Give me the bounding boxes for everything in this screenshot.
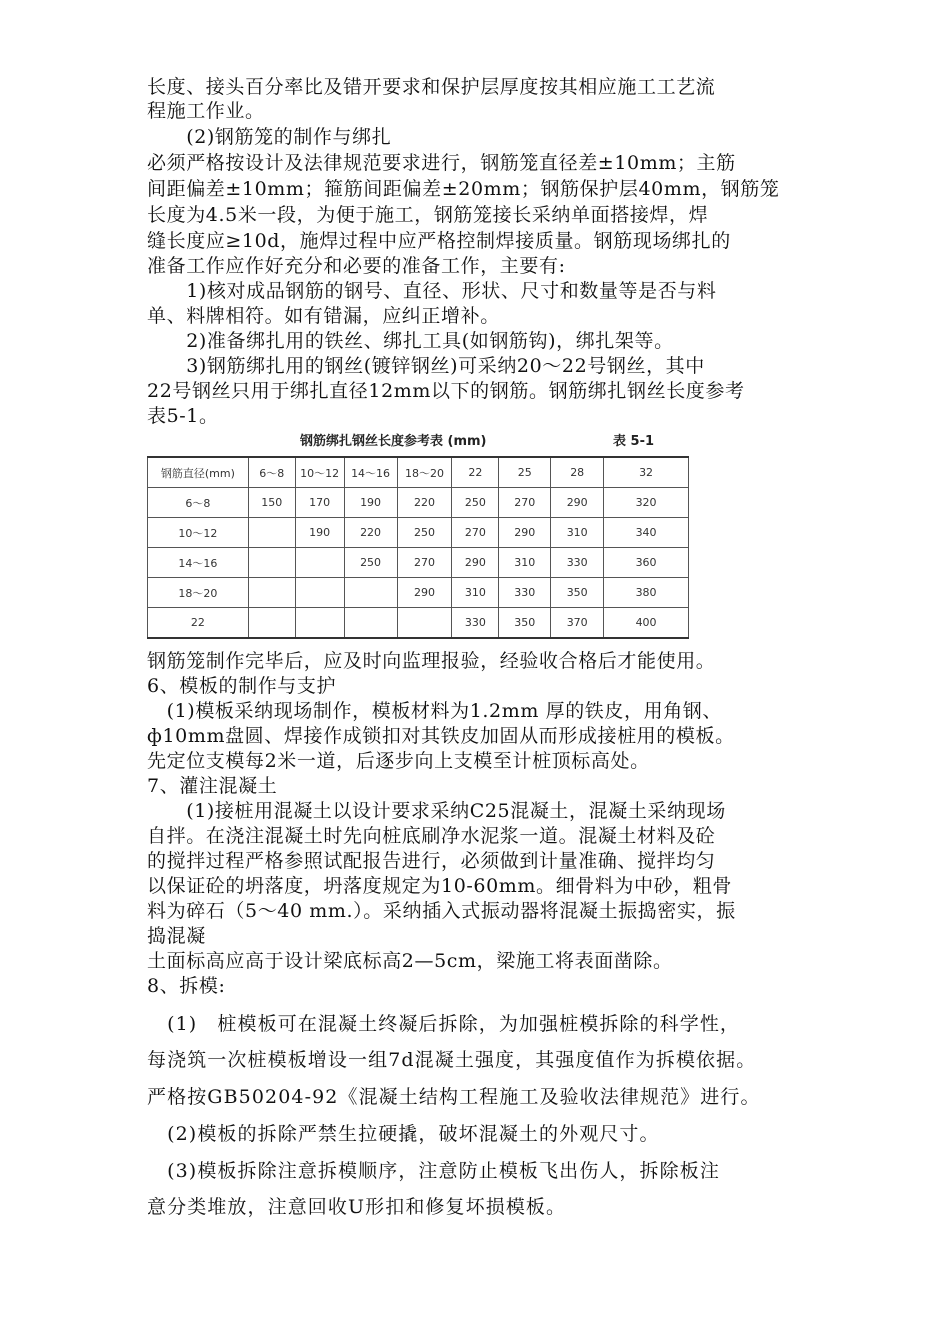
- text-line: 先定位支模每2米一道，后逐步向上支模至计桩顶标高处。: [147, 750, 650, 772]
- text-line: 土面标高应高于设计梁底标高2—5cm，梁施工将表面凿除。: [147, 950, 673, 972]
- text-line: (3)模板拆除注意拆模顺序，注意防止模板飞出伤人，拆除板注: [147, 1160, 720, 1182]
- text-line: 长度为4.5米一段，为便于施工，钢筋笼接长采纳单面搭接焊，焊: [147, 204, 709, 226]
- text-line: 22号钢丝只用于绑扎直径12mm以下的钢筋。钢筋绑扎钢丝长度参考: [147, 380, 745, 402]
- table-cell: 290: [551, 488, 604, 518]
- table-cell: [248, 548, 295, 578]
- section-heading: (2)钢筋笼的制作与绑扎: [147, 126, 392, 148]
- table-cell: [248, 608, 295, 639]
- table-cell: 190: [344, 488, 397, 518]
- table-cell: 190: [295, 518, 344, 548]
- text-line: 3)钢筋绑扎用的钢丝(镀锌钢丝)可采纳20～22号钢丝，其中: [147, 355, 705, 377]
- table-header-row: [148, 457, 689, 488]
- text-line: 自拌。在浇注混凝土时先向桩底刷净水泥浆一道。混凝土材料及砼: [147, 825, 716, 847]
- table-cell: 6～8: [148, 488, 249, 518]
- table-cell: 270: [499, 488, 551, 518]
- table-cell: 270: [452, 518, 499, 548]
- table-cell: 150: [248, 488, 295, 518]
- text-line: 1)核对成品钢筋的钢号、直径、形状、尺寸和数量等是否与料: [147, 280, 717, 302]
- text-line: 准备工作应作好充分和必要的准备工作，主要有:: [147, 255, 566, 277]
- table-row: [148, 518, 689, 548]
- text-line: 钢筋笼制作完毕后，应及时向监理报验，经验收合格后才能使用。: [147, 650, 716, 672]
- table-cell: [248, 518, 295, 548]
- text-line: 2)准备绑扎用的铁丝、绑扎工具(如钢筋钩)，绑扎架等。: [147, 330, 674, 352]
- table-cell: 350: [551, 578, 604, 608]
- table-cell: 220: [397, 488, 452, 518]
- table-cell: 330: [499, 578, 551, 608]
- table-cell: 290: [499, 518, 551, 548]
- text-line: 单、料牌相符。如有错漏，应纠正增补。: [147, 305, 500, 327]
- text-line: 以保证砼的坍落度，坍落度规定为10-60mm。细骨料为中砂，粗骨: [147, 875, 733, 897]
- table-cell: 290: [452, 548, 499, 578]
- table-cell: [248, 578, 295, 608]
- table-row: [148, 548, 689, 578]
- table-cell: 330: [452, 608, 499, 639]
- header-cell: 钢筋直径(mm): [148, 457, 249, 488]
- header-cell: 28: [551, 457, 604, 488]
- text-line: 必须严格按设计及法律规范要求进行，钢筋笼直径差±10mm；主筋: [147, 152, 736, 174]
- section-heading: 8、拆模:: [147, 975, 226, 997]
- text-line: 料为碎石（5～40 mm.）。采纳插入式振动器将混凝土振捣密实，振: [147, 900, 736, 922]
- wire-length-table: [147, 456, 689, 639]
- table-title: 钢筋绑扎钢丝长度参考表 (mm): [300, 434, 487, 449]
- text-line: 间距偏差±10mm；箍筋间距偏差±20mm；钢筋保护层40mm，钢筋笼: [147, 178, 780, 200]
- table-cell: [344, 578, 397, 608]
- table-cell: [295, 548, 344, 578]
- table-cell: 220: [344, 518, 397, 548]
- header-cell: 6～8: [248, 457, 295, 488]
- table-cell: [344, 608, 397, 639]
- table-cell: 400: [604, 608, 689, 639]
- table-cell: 310: [551, 518, 604, 548]
- text-line: (2)模板的拆除严禁生拉硬撬，破坏混凝土的外观尺寸。: [147, 1123, 660, 1145]
- header-cell: 18～20: [397, 457, 452, 488]
- table-row: [148, 488, 689, 518]
- table-cell: 250: [397, 518, 452, 548]
- text-line: (1)模板采纳现场制作，模板材料为1.2mm 厚的铁皮，用角钢、: [147, 700, 723, 722]
- text-line: 的搅拌过程严格参照试配报告进行，必须做到计量准确、搅拌均匀: [147, 850, 716, 872]
- text-line: 缝长度应≥10d，施焊过程中应严格控制焊接质量。钢筋现场绑扎的: [147, 230, 731, 252]
- table-cell: [295, 608, 344, 639]
- table-row: [148, 608, 689, 639]
- table-cell: 270: [397, 548, 452, 578]
- section-heading: 6、模板的制作与支护: [147, 675, 337, 697]
- table-cell: [397, 608, 452, 639]
- table-cell: 14～16: [148, 548, 249, 578]
- table-row: [148, 578, 689, 608]
- table-cell: 320: [604, 488, 689, 518]
- table-number: 表 5-1: [613, 434, 655, 449]
- text-line: 捣混凝: [147, 925, 206, 947]
- table-cell: 340: [604, 518, 689, 548]
- text-line: 表5-1。: [147, 405, 219, 427]
- table-cell: 380: [604, 578, 689, 608]
- table-cell: 290: [397, 578, 452, 608]
- text-line: 长度、接头百分率比及错开要求和保护层厚度按其相应施工工艺流: [147, 76, 716, 98]
- header-cell: 25: [499, 457, 551, 488]
- header-cell: 32: [604, 457, 689, 488]
- table-cell: 350: [499, 608, 551, 639]
- text-line: 严格按GB50204-92《混凝土结构工程施工及验收法律规范》进行。: [147, 1086, 761, 1108]
- text-line: ф10mm盘圆、焊接作成锁扣对其铁皮加固从而形成接桩用的模板。: [147, 725, 735, 747]
- table-cell: 330: [551, 548, 604, 578]
- table-cell: 170: [295, 488, 344, 518]
- text-line: 程施工作业。: [147, 100, 265, 122]
- table-cell: 250: [452, 488, 499, 518]
- text-line: 每浇筑一次桩模板增设一组7d混凝土强度，其强度值作为拆模依据。: [147, 1049, 757, 1071]
- header-cell: 14～16: [344, 457, 397, 488]
- header-cell: 22: [452, 457, 499, 488]
- table-cell: 10～12: [148, 518, 249, 548]
- header-cell: 10～12: [295, 457, 344, 488]
- table-cell: 18～20: [148, 578, 249, 608]
- text-line: 意分类堆放，注意回收U形扣和修复坏损模板。: [147, 1196, 567, 1218]
- text-line: (1)接桩用混凝土以设计要求采纳C25混凝土，混凝土采纳现场: [147, 800, 726, 822]
- table-cell: 360: [604, 548, 689, 578]
- table-cell: 250: [344, 548, 397, 578]
- table-cell: 310: [499, 548, 551, 578]
- table-cell: 370: [551, 608, 604, 639]
- table-cell: 22: [148, 608, 249, 639]
- table-cell: [295, 578, 344, 608]
- table-cell: 310: [452, 578, 499, 608]
- text-line: (1) 桩模板可在混凝土终凝后拆除，为加强桩模拆除的科学性，: [147, 1013, 741, 1035]
- section-heading: 7、灌注混凝土: [147, 775, 278, 797]
